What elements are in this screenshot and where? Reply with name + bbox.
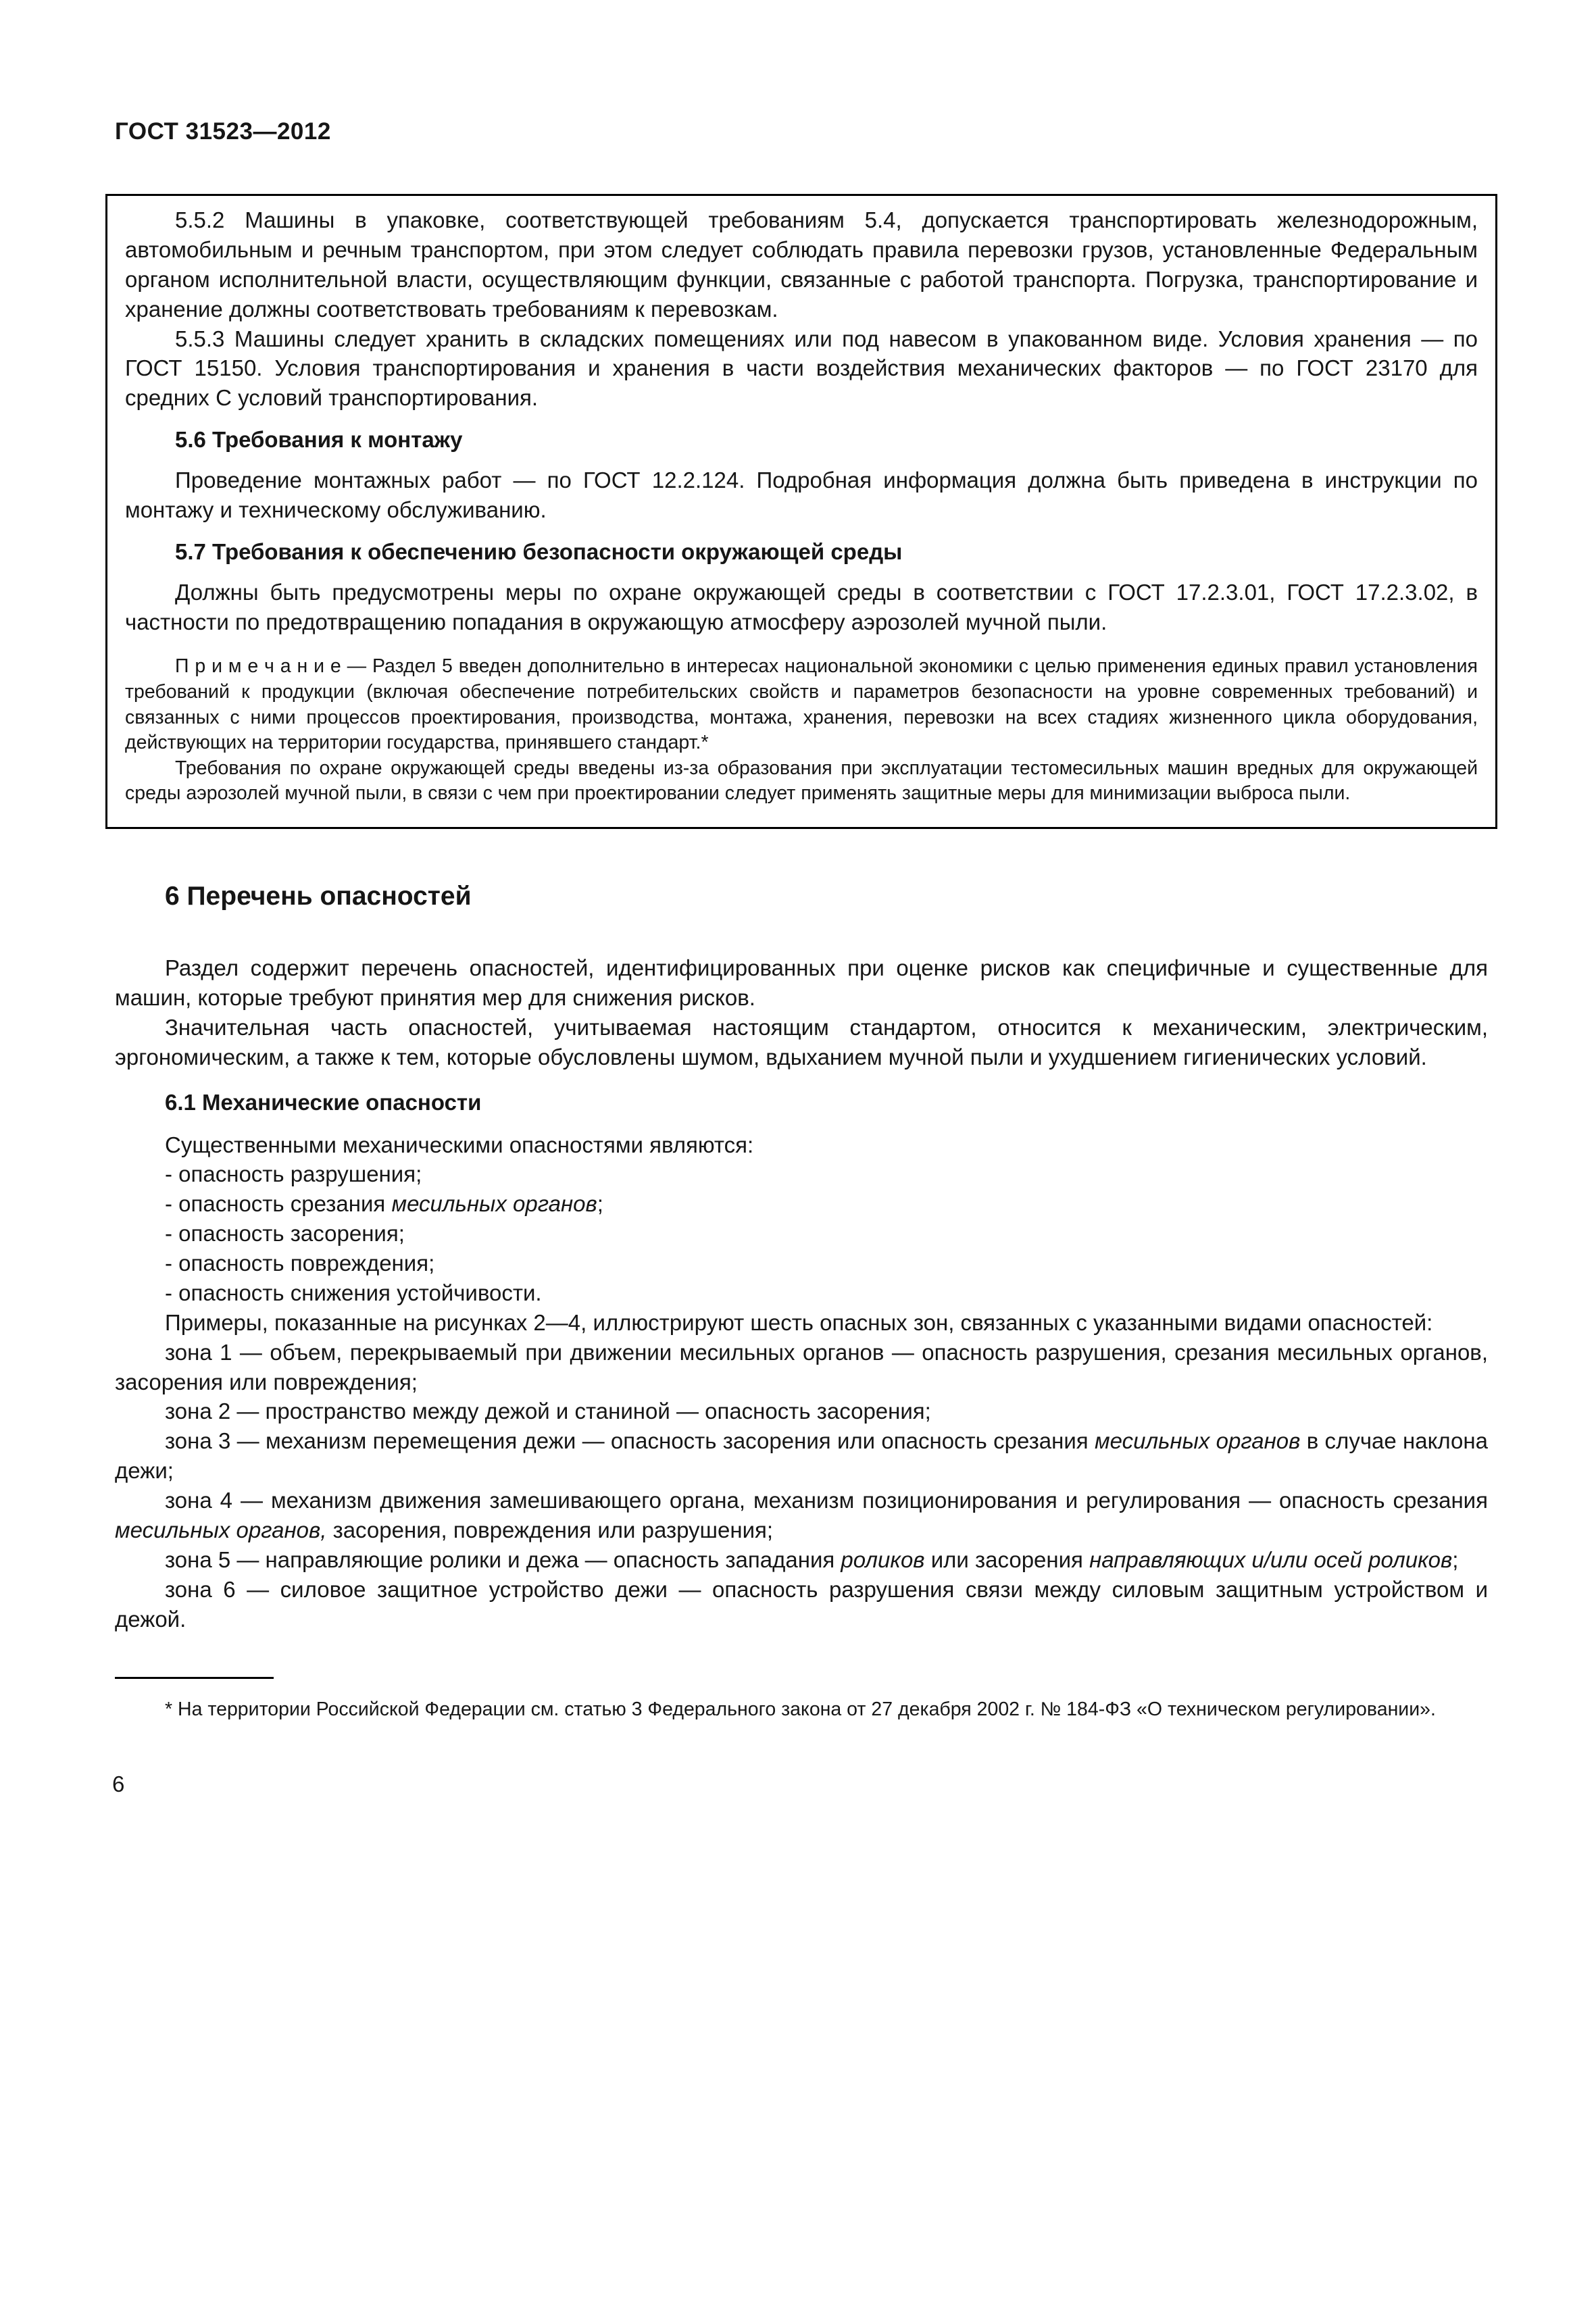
footnote-divider [115, 1677, 274, 1679]
heading-5-6: 5.6 Требования к монтажу [175, 427, 463, 453]
note-paragraph-2: Требования по охране окружающей среды введены из-за образования при эксплуатации тестомесильных машин вредных для окружающей среды аэрозолей мучной пыли, в связи с чем при проектировании следует применять защитные меры для минимизации выброса пыли. [125, 757, 1478, 805]
section-6-intro-1: Раздел содержит перечень опасностей, идентифицированных при оценке рисков как специфичные и существенные для машин, которые требуют принятия мер для снижения рисков. [115, 955, 1488, 1010]
paragraph-5-5-3: 5.5.3 Машины следует хранить в складских помещениях или под навесом в упакованном виде. Условия хранения — по ГОСТ 15150. Условия транспортирования и хранения в части воздействия механических факторов — по ГОСТ 23170 для средних С условий транспортирования. [125, 326, 1478, 411]
hazard-item-2: - опасность срезания месильных органов; [165, 1191, 603, 1217]
zone-item-5: зона 5 — направляющие ролики и дежа — опасность западания роликов или засорения направляющих и/или осей роликов; [165, 1546, 1459, 1572]
note-block [125, 654, 1478, 807]
zone-item-4: зона 4 — механизм движения замешивающего органа, механизм позиционирования и регулирования — опасность срезания месильных органов, засорения, повреждения или разрушения; [115, 1488, 1488, 1542]
hazard-item-5: - опасность снижения устойчивости. [165, 1280, 542, 1305]
requirements-box [105, 194, 1497, 829]
note-paragraph-1: П р и м е ч а н и е — Раздел 5 введен дополнительно в интересах национальной экономики с целью применения единых правил установления требований к продукции (включая обеспечение потребительских свойств и параметров безопасности на уровне современных требований) и связанных с ними процессов проектирования, производства, монтажа, хранения, перевозки на всех стадиях жизненного цикла оборудования, действующих на территории государства, принявшего стандарт.* [125, 655, 1478, 754]
hazard-item-3: - опасность засорения; [165, 1221, 405, 1247]
heading-6-1: 6.1 Механические опасности [165, 1089, 482, 1115]
zone-item-2: зона 2 — пространство между дежой и станиной — опасность засорения; [165, 1399, 931, 1424]
examples-intro: Примеры, показанные на рисунках 2—4, иллюстрируют шесть опасных зон, связанных с указанными видами опасностей: [165, 1309, 1433, 1335]
hazard-item-4: - опасность повреждения; [165, 1251, 435, 1276]
hazard-item-1: - опасность разрушения; [165, 1161, 422, 1187]
footnote-text: * На территории Российской Федерации см. статью 3 Федерального закона от 27 декабря 2002 г. № 184-ФЗ «О техническом регулировании». [165, 1699, 1436, 1721]
zone-item-1: зона 1 — объем, перекрываемый при движении месильных органов — опасность разрушения, срезания месильных органов, засорения или повреждения; [115, 1339, 1488, 1394]
zone-item-6: зона 6 — силовое защитное устройство дежи — опасность разрушения связи между силовым защитным устройством и дежой. [115, 1576, 1488, 1632]
zone-item-3: зона 3 — механизм перемещения дежи — опасность засорения или опасность срезания месильных органов в случае наклона дежи; [115, 1428, 1488, 1484]
paragraph-5-5-2: 5.5.2 Машины в упаковке, соответствующей требованиям 5.4, допускается транспортировать железнодорожным, автомобильным и речным транспортом, при этом следует соблюдать правила перевозки грузов, установленные Федеральным органом исполнительной власти, осуществляющим функции, связанные с работой транспорта. Погрузка, транспортирование и хранение должны соответствовать требованиям к перевозкам. [125, 207, 1478, 322]
paragraph-5-7: Должны быть предусмотрены меры по охране окружающей среды в соответствии с ГОСТ 17.2.3.01, ГОСТ 17.2.3.02, в частности по предотвращению попадания в окружающую атмосферу аэрозолей мучной пыли. [125, 579, 1478, 634]
page-number: 6 [112, 1771, 125, 1796]
heading-5-7: 5.7 Требования к обеспечению безопасности окружающей среды [175, 538, 903, 564]
hazard-list-intro: Существенными механическими опасностями являются: [165, 1132, 754, 1157]
paragraph-5-6: Проведение монтажных работ — по ГОСТ 12.2.124. Подробная информация должна быть приведена в инструкции по монтажу и техническому обслуживанию. [125, 468, 1478, 522]
section-6-intro-2: Значительная часть опасностей, учитываемая настоящим стандартом, относится к механическим, электрическим, эргономическим, а также к тем, которые обусловлены шумом, вдыханием мучной пыли и ухудшением гигиенических условий. [115, 1014, 1488, 1070]
section-6-heading: 6 Перечень опасностей [165, 882, 472, 911]
doc-header: ГОСТ 31523—2012 [115, 118, 331, 145]
